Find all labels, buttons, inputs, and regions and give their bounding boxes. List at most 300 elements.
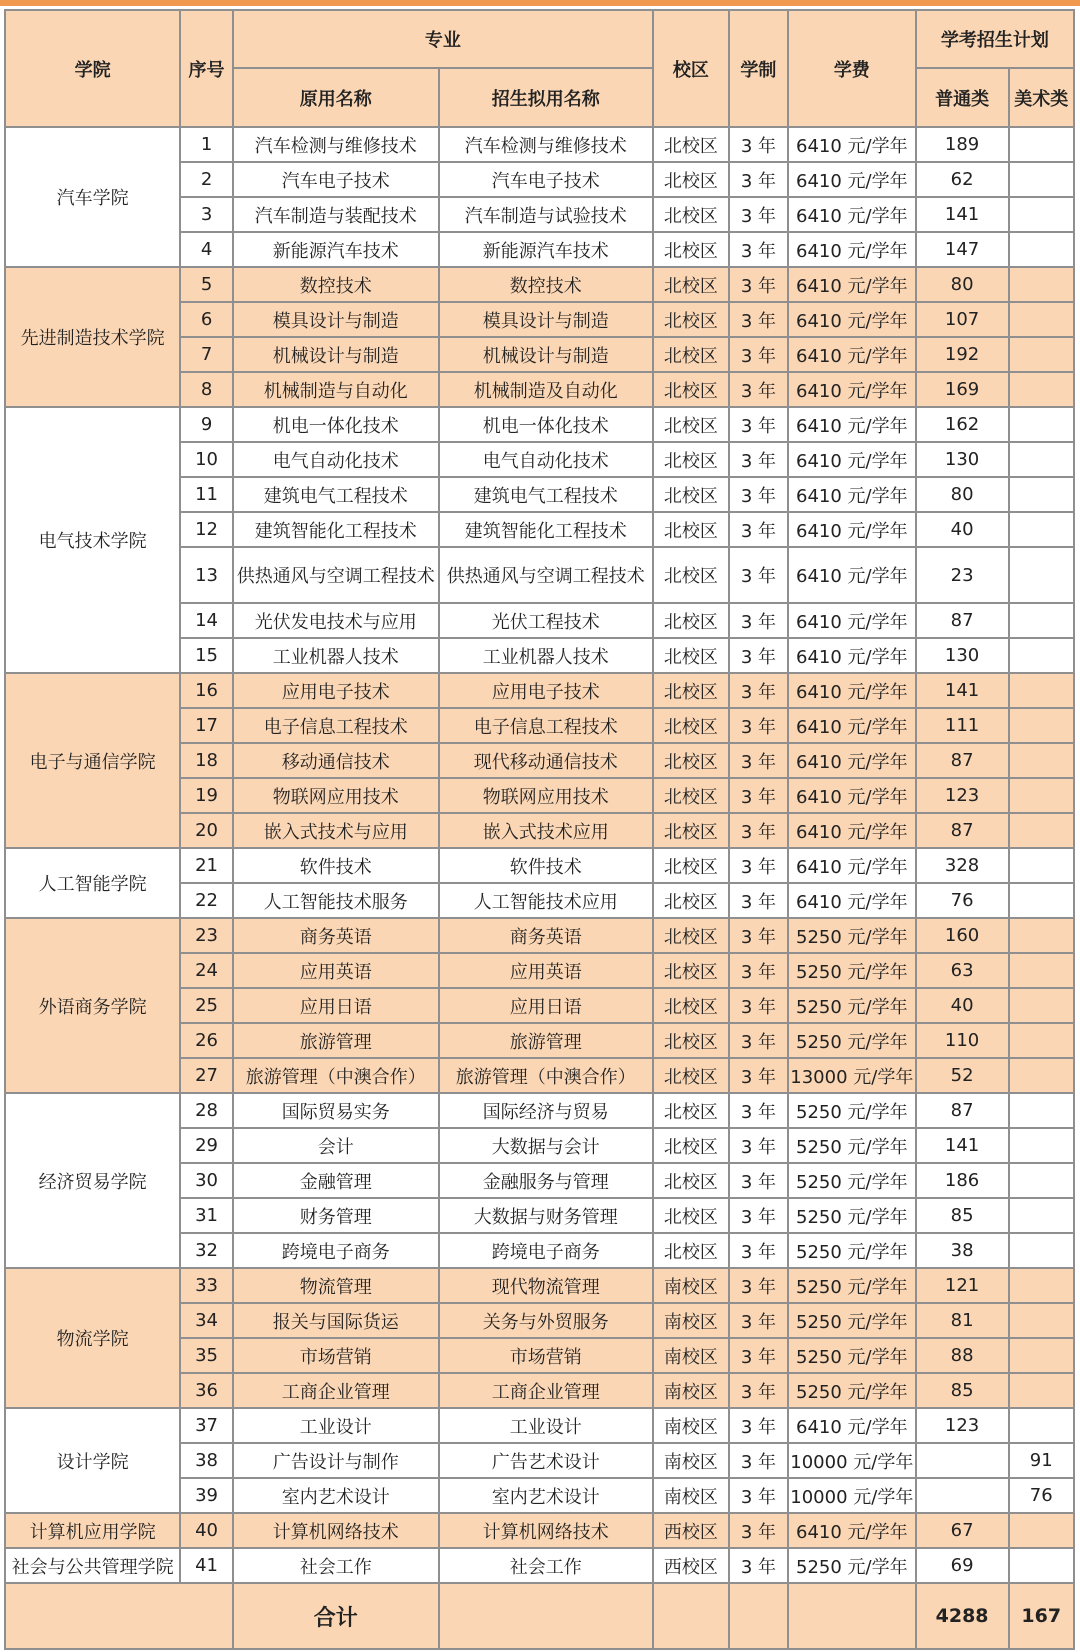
seq-cell: 35 [180,1338,233,1373]
seq-cell: 15 [180,638,233,673]
new-name-cell: 汽车制造与试验技术 [439,197,653,232]
general-plan-cell: 87 [916,743,1009,778]
duration-cell: 3 年 [729,1023,788,1058]
orig-name-cell: 旅游管理 [233,1023,439,1058]
general-plan-cell: 81 [916,1303,1009,1338]
new-name-cell: 人工智能技术应用 [439,883,653,918]
duration-cell: 3 年 [729,1408,788,1443]
new-name-cell: 跨境电子商务 [439,1233,653,1268]
table-row [5,407,1074,442]
tuition-cell: 6410 元/学年 [788,127,916,162]
seq-cell: 17 [180,708,233,743]
total-label-cell [5,1583,233,1649]
art-plan-cell [1009,848,1074,883]
duration-cell: 3 年 [729,1373,788,1408]
seq-cell: 12 [180,512,233,547]
seq-cell: 37 [180,1408,233,1443]
tuition-cell: 6410 元/学年 [788,512,916,547]
duration-cell: 3 年 [729,477,788,512]
seq-cell: 27 [180,1058,233,1093]
duration-cell: 3 年 [729,708,788,743]
college-cell: 电子与通信学院 [5,673,180,848]
header-duration: 学制 [729,10,788,127]
duration-cell: 3 年 [729,778,788,813]
total-label: 合计 [233,1583,439,1649]
general-plan-cell: 192 [916,337,1009,372]
new-name-cell: 旅游管理 [439,1023,653,1058]
general-plan-cell: 76 [916,883,1009,918]
new-name-cell: 光伏工程技术 [439,603,653,638]
tuition-cell: 6410 元/学年 [788,1408,916,1443]
campus-cell: 北校区 [653,778,729,813]
college-cell: 计算机应用学院 [5,1513,180,1548]
campus-cell: 北校区 [653,673,729,708]
tuition-cell: 5250 元/学年 [788,918,916,953]
seq-cell: 14 [180,603,233,638]
tuition-cell: 6410 元/学年 [788,372,916,407]
header-seq: 序号 [180,10,233,127]
art-plan-cell [1009,1303,1074,1338]
total-empty-cell [729,1583,788,1649]
general-plan-cell: 130 [916,442,1009,477]
tuition-cell: 6410 元/学年 [788,547,916,603]
art-plan-cell [1009,407,1074,442]
new-name-cell: 现代移动通信技术 [439,743,653,778]
header-plan: 学考招生计划 [916,10,1074,68]
art-plan-cell [1009,1163,1074,1198]
orig-name-cell: 工业设计 [233,1408,439,1443]
orig-name-cell: 新能源汽车技术 [233,232,439,267]
campus-cell: 西校区 [653,1548,729,1583]
general-plan-cell: 189 [916,127,1009,162]
duration-cell: 3 年 [729,1128,788,1163]
seq-cell: 33 [180,1268,233,1303]
campus-cell: 北校区 [653,407,729,442]
general-plan-cell: 123 [916,778,1009,813]
duration-cell: 3 年 [729,918,788,953]
seq-cell: 19 [180,778,233,813]
duration-cell: 3 年 [729,162,788,197]
tuition-cell: 5250 元/学年 [788,1023,916,1058]
seq-cell: 31 [180,1198,233,1233]
duration-cell: 3 年 [729,1233,788,1268]
art-plan-cell [1009,1548,1074,1583]
tuition-cell: 5250 元/学年 [788,1163,916,1198]
new-name-cell: 汽车电子技术 [439,162,653,197]
enrollment-plan-table [4,9,1075,1650]
general-plan-cell: 87 [916,813,1009,848]
orig-name-cell: 建筑电气工程技术 [233,477,439,512]
art-plan-cell [1009,127,1074,162]
orig-name-cell: 工商企业管理 [233,1373,439,1408]
orig-name-cell: 报关与国际货运 [233,1303,439,1338]
header-campus: 校区 [653,10,729,127]
seq-cell: 7 [180,337,233,372]
campus-cell: 北校区 [653,1128,729,1163]
seq-cell: 13 [180,547,233,603]
general-plan-cell: 141 [916,1128,1009,1163]
tuition-cell: 5250 元/学年 [788,1093,916,1128]
orig-name-cell: 广告设计与制作 [233,1443,439,1478]
campus-cell: 北校区 [653,1058,729,1093]
orig-name-cell: 汽车电子技术 [233,162,439,197]
new-name-cell: 机电一体化技术 [439,407,653,442]
new-name-cell: 供热通风与空调工程技术 [439,547,653,603]
orig-name-cell: 国际贸易实务 [233,1093,439,1128]
seq-cell: 32 [180,1233,233,1268]
campus-cell: 北校区 [653,1023,729,1058]
seq-cell: 39 [180,1478,233,1513]
duration-cell: 3 年 [729,1548,788,1583]
new-name-cell: 电气自动化技术 [439,442,653,477]
college-cell: 社会与公共管理学院 [5,1548,180,1583]
tuition-cell: 5250 元/学年 [788,1373,916,1408]
seq-cell: 8 [180,372,233,407]
art-plan-cell [1009,1093,1074,1128]
orig-name-cell: 光伏发电技术与应用 [233,603,439,638]
new-name-cell: 现代物流管理 [439,1268,653,1303]
general-plan-cell: 69 [916,1548,1009,1583]
campus-cell: 北校区 [653,813,729,848]
duration-cell: 3 年 [729,547,788,603]
art-plan-cell [1009,197,1074,232]
seq-cell: 21 [180,848,233,883]
duration-cell: 3 年 [729,512,788,547]
art-plan-cell [1009,1198,1074,1233]
duration-cell: 3 年 [729,407,788,442]
duration-cell: 3 年 [729,127,788,162]
orig-name-cell: 电气自动化技术 [233,442,439,477]
art-plan-cell [1009,708,1074,743]
campus-cell: 南校区 [653,1303,729,1338]
seq-cell: 28 [180,1093,233,1128]
table-row [5,1408,1074,1443]
art-plan-cell [1009,1268,1074,1303]
campus-cell: 北校区 [653,232,729,267]
tuition-cell: 10000 元/学年 [788,1443,916,1478]
college-cell: 经济贸易学院 [5,1093,180,1268]
tuition-cell: 5250 元/学年 [788,1128,916,1163]
duration-cell: 3 年 [729,1198,788,1233]
campus-cell: 北校区 [653,848,729,883]
duration-cell: 3 年 [729,232,788,267]
tuition-cell: 6410 元/学年 [788,162,916,197]
seq-cell: 29 [180,1128,233,1163]
tuition-cell: 13000 元/学年 [788,1058,916,1093]
total-empty-cell [788,1583,916,1649]
seq-cell: 40 [180,1513,233,1548]
campus-cell: 西校区 [653,1513,729,1548]
tuition-cell: 6410 元/学年 [788,477,916,512]
campus-cell: 北校区 [653,1233,729,1268]
duration-cell: 3 年 [729,1513,788,1548]
orig-name-cell: 建筑智能化工程技术 [233,512,439,547]
orig-name-cell: 人工智能技术服务 [233,883,439,918]
college-cell: 汽车学院 [5,127,180,267]
orig-name-cell: 移动通信技术 [233,743,439,778]
orig-name-cell: 财务管理 [233,1198,439,1233]
campus-cell: 北校区 [653,197,729,232]
campus-cell: 南校区 [653,1373,729,1408]
college-cell: 物流学院 [5,1268,180,1408]
duration-cell: 3 年 [729,743,788,778]
tuition-cell: 10000 元/学年 [788,1478,916,1513]
new-name-cell: 关务与外贸服务 [439,1303,653,1338]
duration-cell: 3 年 [729,1268,788,1303]
campus-cell: 北校区 [653,512,729,547]
new-name-cell: 数控技术 [439,267,653,302]
table-row [5,848,1074,883]
orig-name-cell: 机械制造与自动化 [233,372,439,407]
orig-name-cell: 模具设计与制造 [233,302,439,337]
campus-cell: 北校区 [653,918,729,953]
new-name-cell: 应用电子技术 [439,673,653,708]
orig-name-cell: 应用电子技术 [233,673,439,708]
new-name-cell: 大数据与会计 [439,1128,653,1163]
general-plan-cell: 87 [916,603,1009,638]
general-plan-cell: 186 [916,1163,1009,1198]
new-name-cell: 社会工作 [439,1548,653,1583]
campus-cell: 北校区 [653,477,729,512]
new-name-cell: 室内艺术设计 [439,1478,653,1513]
general-plan-cell: 88 [916,1338,1009,1373]
art-plan-cell [1009,778,1074,813]
tuition-cell: 5250 元/学年 [788,1338,916,1373]
general-plan-cell: 80 [916,477,1009,512]
orig-name-cell: 机械设计与制造 [233,337,439,372]
duration-cell: 3 年 [729,1058,788,1093]
tuition-cell: 6410 元/学年 [788,743,916,778]
duration-cell: 3 年 [729,988,788,1023]
art-plan-cell [1009,302,1074,337]
tuition-cell: 5250 元/学年 [788,1268,916,1303]
table-row [5,1548,1074,1583]
table-row [5,1513,1074,1548]
art-plan-cell [1009,673,1074,708]
duration-cell: 3 年 [729,813,788,848]
college-cell: 先进制造技术学院 [5,267,180,407]
tuition-cell: 6410 元/学年 [788,407,916,442]
tuition-cell: 6410 元/学年 [788,848,916,883]
seq-cell: 22 [180,883,233,918]
general-plan-cell: 169 [916,372,1009,407]
seq-cell: 25 [180,988,233,1023]
header-college: 学院 [5,10,180,127]
top-accent-bar [0,0,1080,6]
art-plan-cell [1009,813,1074,848]
duration-cell: 3 年 [729,1338,788,1373]
orig-name-cell: 汽车检测与维修技术 [233,127,439,162]
general-plan-cell: 162 [916,407,1009,442]
new-name-cell: 工商企业管理 [439,1373,653,1408]
new-name-cell: 应用日语 [439,988,653,1023]
tuition-cell: 6410 元/学年 [788,232,916,267]
new-name-cell: 市场营销 [439,1338,653,1373]
orig-name-cell: 商务英语 [233,918,439,953]
campus-cell: 北校区 [653,743,729,778]
table-row [5,918,1074,953]
new-name-cell: 工业设计 [439,1408,653,1443]
art-plan-cell [1009,232,1074,267]
new-name-cell: 软件技术 [439,848,653,883]
seq-cell: 41 [180,1548,233,1583]
art-plan-cell [1009,883,1074,918]
tuition-cell: 6410 元/学年 [788,638,916,673]
seq-cell: 5 [180,267,233,302]
art-plan-cell [1009,1058,1074,1093]
duration-cell: 3 年 [729,1478,788,1513]
general-plan-cell: 141 [916,197,1009,232]
general-plan-cell: 130 [916,638,1009,673]
general-plan-cell: 67 [916,1513,1009,1548]
general-plan-cell: 147 [916,232,1009,267]
general-plan-cell: 52 [916,1058,1009,1093]
seq-cell: 26 [180,1023,233,1058]
tuition-cell: 5250 元/学年 [788,1233,916,1268]
college-cell: 电气技术学院 [5,407,180,673]
general-plan-cell: 80 [916,267,1009,302]
orig-name-cell: 社会工作 [233,1548,439,1583]
art-plan-cell: 91 [1009,1443,1074,1478]
general-plan-cell [916,1443,1009,1478]
campus-cell: 北校区 [653,372,729,407]
art-plan-cell [1009,372,1074,407]
total-row [5,1583,1074,1649]
orig-name-cell: 汽车制造与装配技术 [233,197,439,232]
seq-cell: 10 [180,442,233,477]
art-plan-cell [1009,918,1074,953]
seq-cell: 34 [180,1303,233,1338]
campus-cell: 北校区 [653,302,729,337]
general-plan-cell: 107 [916,302,1009,337]
general-plan-cell: 85 [916,1373,1009,1408]
orig-name-cell: 机电一体化技术 [233,407,439,442]
duration-cell: 3 年 [729,603,788,638]
campus-cell: 北校区 [653,883,729,918]
orig-name-cell: 供热通风与空调工程技术 [233,547,439,603]
seq-cell: 3 [180,197,233,232]
art-plan-cell [1009,1023,1074,1058]
table-row [5,127,1074,162]
header-art: 美术类 [1009,68,1074,127]
duration-cell: 3 年 [729,638,788,673]
orig-name-cell: 数控技术 [233,267,439,302]
tuition-cell: 6410 元/学年 [788,337,916,372]
table-body [5,127,1074,1583]
new-name-cell: 新能源汽车技术 [439,232,653,267]
tuition-cell: 5250 元/学年 [788,1198,916,1233]
tuition-cell: 6410 元/学年 [788,302,916,337]
header-row-1 [5,10,1074,68]
college-cell: 设计学院 [5,1408,180,1513]
campus-cell: 北校区 [653,442,729,477]
art-plan-cell [1009,988,1074,1023]
tuition-cell: 5250 元/学年 [788,953,916,988]
tuition-cell: 6410 元/学年 [788,708,916,743]
campus-cell: 北校区 [653,988,729,1023]
new-name-cell: 机械制造及自动化 [439,372,653,407]
general-plan-cell: 38 [916,1233,1009,1268]
orig-name-cell: 金融管理 [233,1163,439,1198]
art-plan-cell [1009,1233,1074,1268]
duration-cell: 3 年 [729,197,788,232]
seq-cell: 16 [180,673,233,708]
seq-cell: 18 [180,743,233,778]
general-plan-cell [916,1478,1009,1513]
art-plan-cell [1009,337,1074,372]
new-name-cell: 商务英语 [439,918,653,953]
new-name-cell: 大数据与财务管理 [439,1198,653,1233]
duration-cell: 3 年 [729,302,788,337]
general-plan-cell: 328 [916,848,1009,883]
art-plan-cell [1009,638,1074,673]
duration-cell: 3 年 [729,848,788,883]
college-cell: 外语商务学院 [5,918,180,1093]
orig-name-cell: 跨境电子商务 [233,1233,439,1268]
seq-cell: 4 [180,232,233,267]
campus-cell: 南校区 [653,1268,729,1303]
art-plan-cell [1009,1373,1074,1408]
new-name-cell: 电子信息工程技术 [439,708,653,743]
art-plan-cell [1009,512,1074,547]
duration-cell: 3 年 [729,442,788,477]
orig-name-cell: 物流管理 [233,1268,439,1303]
seq-cell: 36 [180,1373,233,1408]
new-name-cell: 工业机器人技术 [439,638,653,673]
seq-cell: 30 [180,1163,233,1198]
art-plan-cell [1009,477,1074,512]
general-plan-cell: 121 [916,1268,1009,1303]
orig-name-cell: 应用英语 [233,953,439,988]
seq-cell: 23 [180,918,233,953]
seq-cell: 6 [180,302,233,337]
new-name-cell: 机械设计与制造 [439,337,653,372]
new-name-cell: 建筑电气工程技术 [439,477,653,512]
orig-name-cell: 室内艺术设计 [233,1478,439,1513]
seq-cell: 2 [180,162,233,197]
tuition-cell: 5250 元/学年 [788,1548,916,1583]
general-plan-cell: 160 [916,918,1009,953]
duration-cell: 3 年 [729,1443,788,1478]
campus-cell: 南校区 [653,1338,729,1373]
orig-name-cell: 计算机网络技术 [233,1513,439,1548]
general-plan-cell: 23 [916,547,1009,603]
art-plan-cell [1009,1338,1074,1373]
header-tuition: 学费 [788,10,916,127]
table-row [5,1268,1074,1303]
header-general: 普通类 [916,68,1009,127]
total-empty-cell [653,1583,729,1649]
art-plan-cell [1009,162,1074,197]
art-plan-cell [1009,547,1074,603]
campus-cell: 北校区 [653,127,729,162]
general-plan-cell: 110 [916,1023,1009,1058]
art-plan-cell [1009,1408,1074,1443]
new-name-cell: 广告艺术设计 [439,1443,653,1478]
campus-cell: 北校区 [653,1163,729,1198]
tuition-cell: 6410 元/学年 [788,267,916,302]
campus-cell: 南校区 [653,1443,729,1478]
total-general: 4288 [916,1583,1009,1649]
campus-cell: 北校区 [653,1198,729,1233]
art-plan-cell [1009,1128,1074,1163]
duration-cell: 3 年 [729,953,788,988]
duration-cell: 3 年 [729,372,788,407]
art-plan-cell: 76 [1009,1478,1074,1513]
art-plan-cell [1009,1513,1074,1548]
general-plan-cell: 87 [916,1093,1009,1128]
new-name-cell: 旅游管理（中澳合作） [439,1058,653,1093]
